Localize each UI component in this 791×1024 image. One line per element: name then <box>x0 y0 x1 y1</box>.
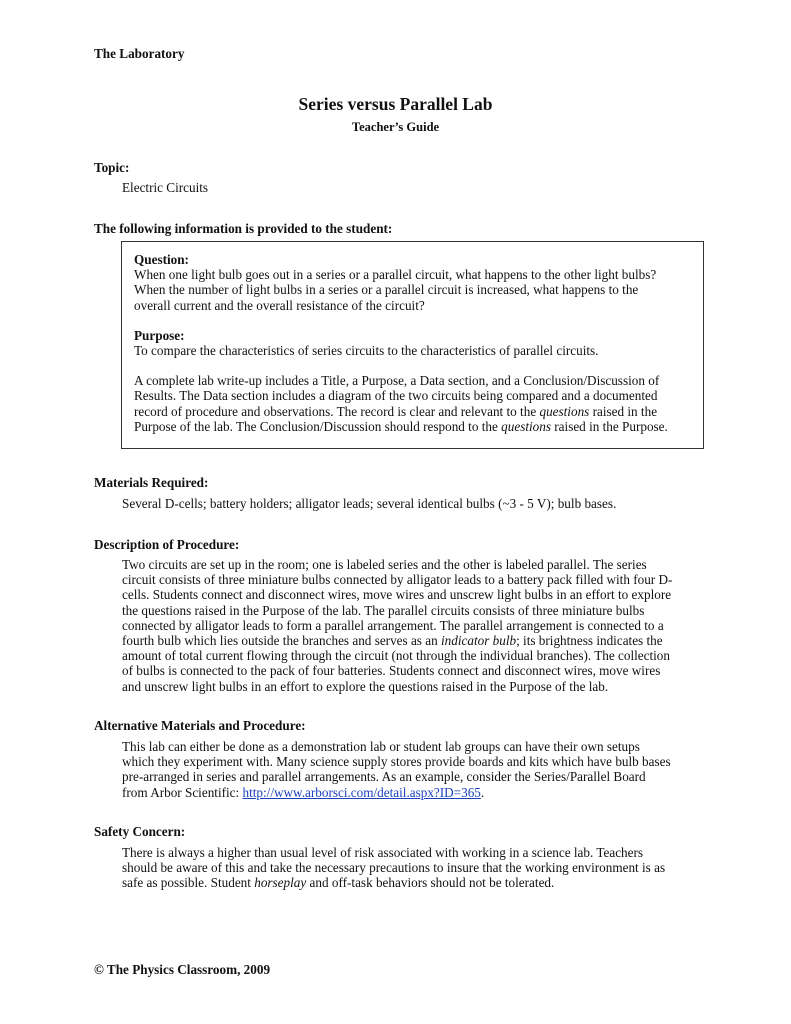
writeup-line: A complete lab write-up includes a Title, a Purpose, a Data section, and a Conclusion/Discussion of <box>134 373 660 389</box>
materials-text: Several D-cells; battery holders; alligator leads; several identical bulbs (~3 - 5 V); bulb bases. <box>122 496 617 511</box>
question-line: When the number of light bulbs in a series or a parallel circuit is increased, what happens to the <box>134 282 639 298</box>
safety-heading: Safety Concern: <box>94 824 186 839</box>
procedure-line: the questions raised in the Purpose of the lab. The parallel circuits consists of three miniature bulbs <box>122 602 645 618</box>
procedure-line: circuit consists of three miniature bulbs connected by alligator leads to a battery pack filled with four D- <box>122 572 673 588</box>
student-info-box <box>121 241 704 449</box>
purpose-text: To compare the characteristics of series circuits to the characteristics of parallel circuits. <box>134 343 599 359</box>
materials-heading: Materials Required: <box>94 475 209 490</box>
alternative-line: from Arbor Scientific: http://www.arborsci.com/detail.aspx?ID=365. <box>122 784 485 800</box>
document-subtitle: Teacher’s Guide <box>351 120 440 134</box>
question-line: When one light bulb goes out in a series or a parallel circuit, what happens to the other light bulbs? <box>134 267 657 283</box>
safety-line: should be aware of this and take the necessary precautions to insure that the working environment is as <box>122 860 666 876</box>
procedure-line: Two circuits are set up in the room; one is labeled series and the other is labeled parallel. The series <box>122 557 647 572</box>
alternative-line: pre-arranged in series and parallel arrangements. As an example, consider the Series/Parallel Board <box>122 769 646 785</box>
procedure-heading: Description of Procedure: <box>94 537 240 552</box>
topic-text: Electric Circuits <box>122 180 209 195</box>
procedure-body <box>122 557 707 694</box>
question-line: overall current and the overall resistance of the circuit? <box>134 297 425 313</box>
arbor-scientific-link[interactable]: http://www.arborsci.com/detail.aspx?ID=365 <box>242 784 481 800</box>
alternative-line: This lab can either be done as a demonstration lab or student lab groups can have their own setups <box>122 739 640 754</box>
provided-heading: The following information is provided to the student: <box>94 221 393 236</box>
topic-heading: Topic: <box>94 160 130 175</box>
alternative-heading: Alternative Materials and Procedure: <box>94 718 306 733</box>
writeup-line: record of procedure and observations. The record is clear and relevant to the questions raised in the <box>134 403 658 419</box>
purpose-heading: Purpose: <box>134 327 185 343</box>
procedure-line: fourth bulb which lies outside the branches and serves as an indicator bulb; its brightness indicates the <box>122 633 663 649</box>
procedure-line: of bulbs is connected to the pack of four batteries. Students connect and disconnect wires, move wires <box>122 663 661 679</box>
procedure-line: cells. Students connect and disconnect wires, move wires and unscrew light bulbs in an effort to explore <box>122 587 672 603</box>
procedure-line: connected by alligator leads to form a parallel arrangement. The parallel arrangement is connected to a <box>122 617 664 633</box>
writeup-line: Purpose of the lab. The Conclusion/Discussion should respond to the questions raised in the Purpose. <box>134 418 668 434</box>
alternative-line: which they experiment with. Many science supply stores provide boards and kits which have bulb bases <box>122 754 671 770</box>
safety-body <box>122 845 707 891</box>
question-heading: Question: <box>134 252 189 267</box>
procedure-line: amount of total current flowing through the circuit (not through the individual branches). The collection <box>122 648 670 664</box>
alternative-body <box>122 739 707 800</box>
safety-line: There is always a higher than usual level of risk associated with working in a science lab. Teachers <box>122 845 644 860</box>
running-header: The Laboratory <box>94 46 185 61</box>
copyright-footer: © The Physics Classroom, 2009 <box>94 962 271 977</box>
safety-line: safe as possible. Student horseplay and off-task behaviors should not be tolerated. <box>122 875 555 891</box>
document-title: Series versus Parallel Lab <box>298 94 493 114</box>
procedure-line: and unscrew light bulbs in an effort to explore the questions raised in the Purpose of the lab. <box>122 678 609 694</box>
writeup-line: Results. The Data section includes a diagram of the two circuits being compared and a documented <box>134 388 658 404</box>
